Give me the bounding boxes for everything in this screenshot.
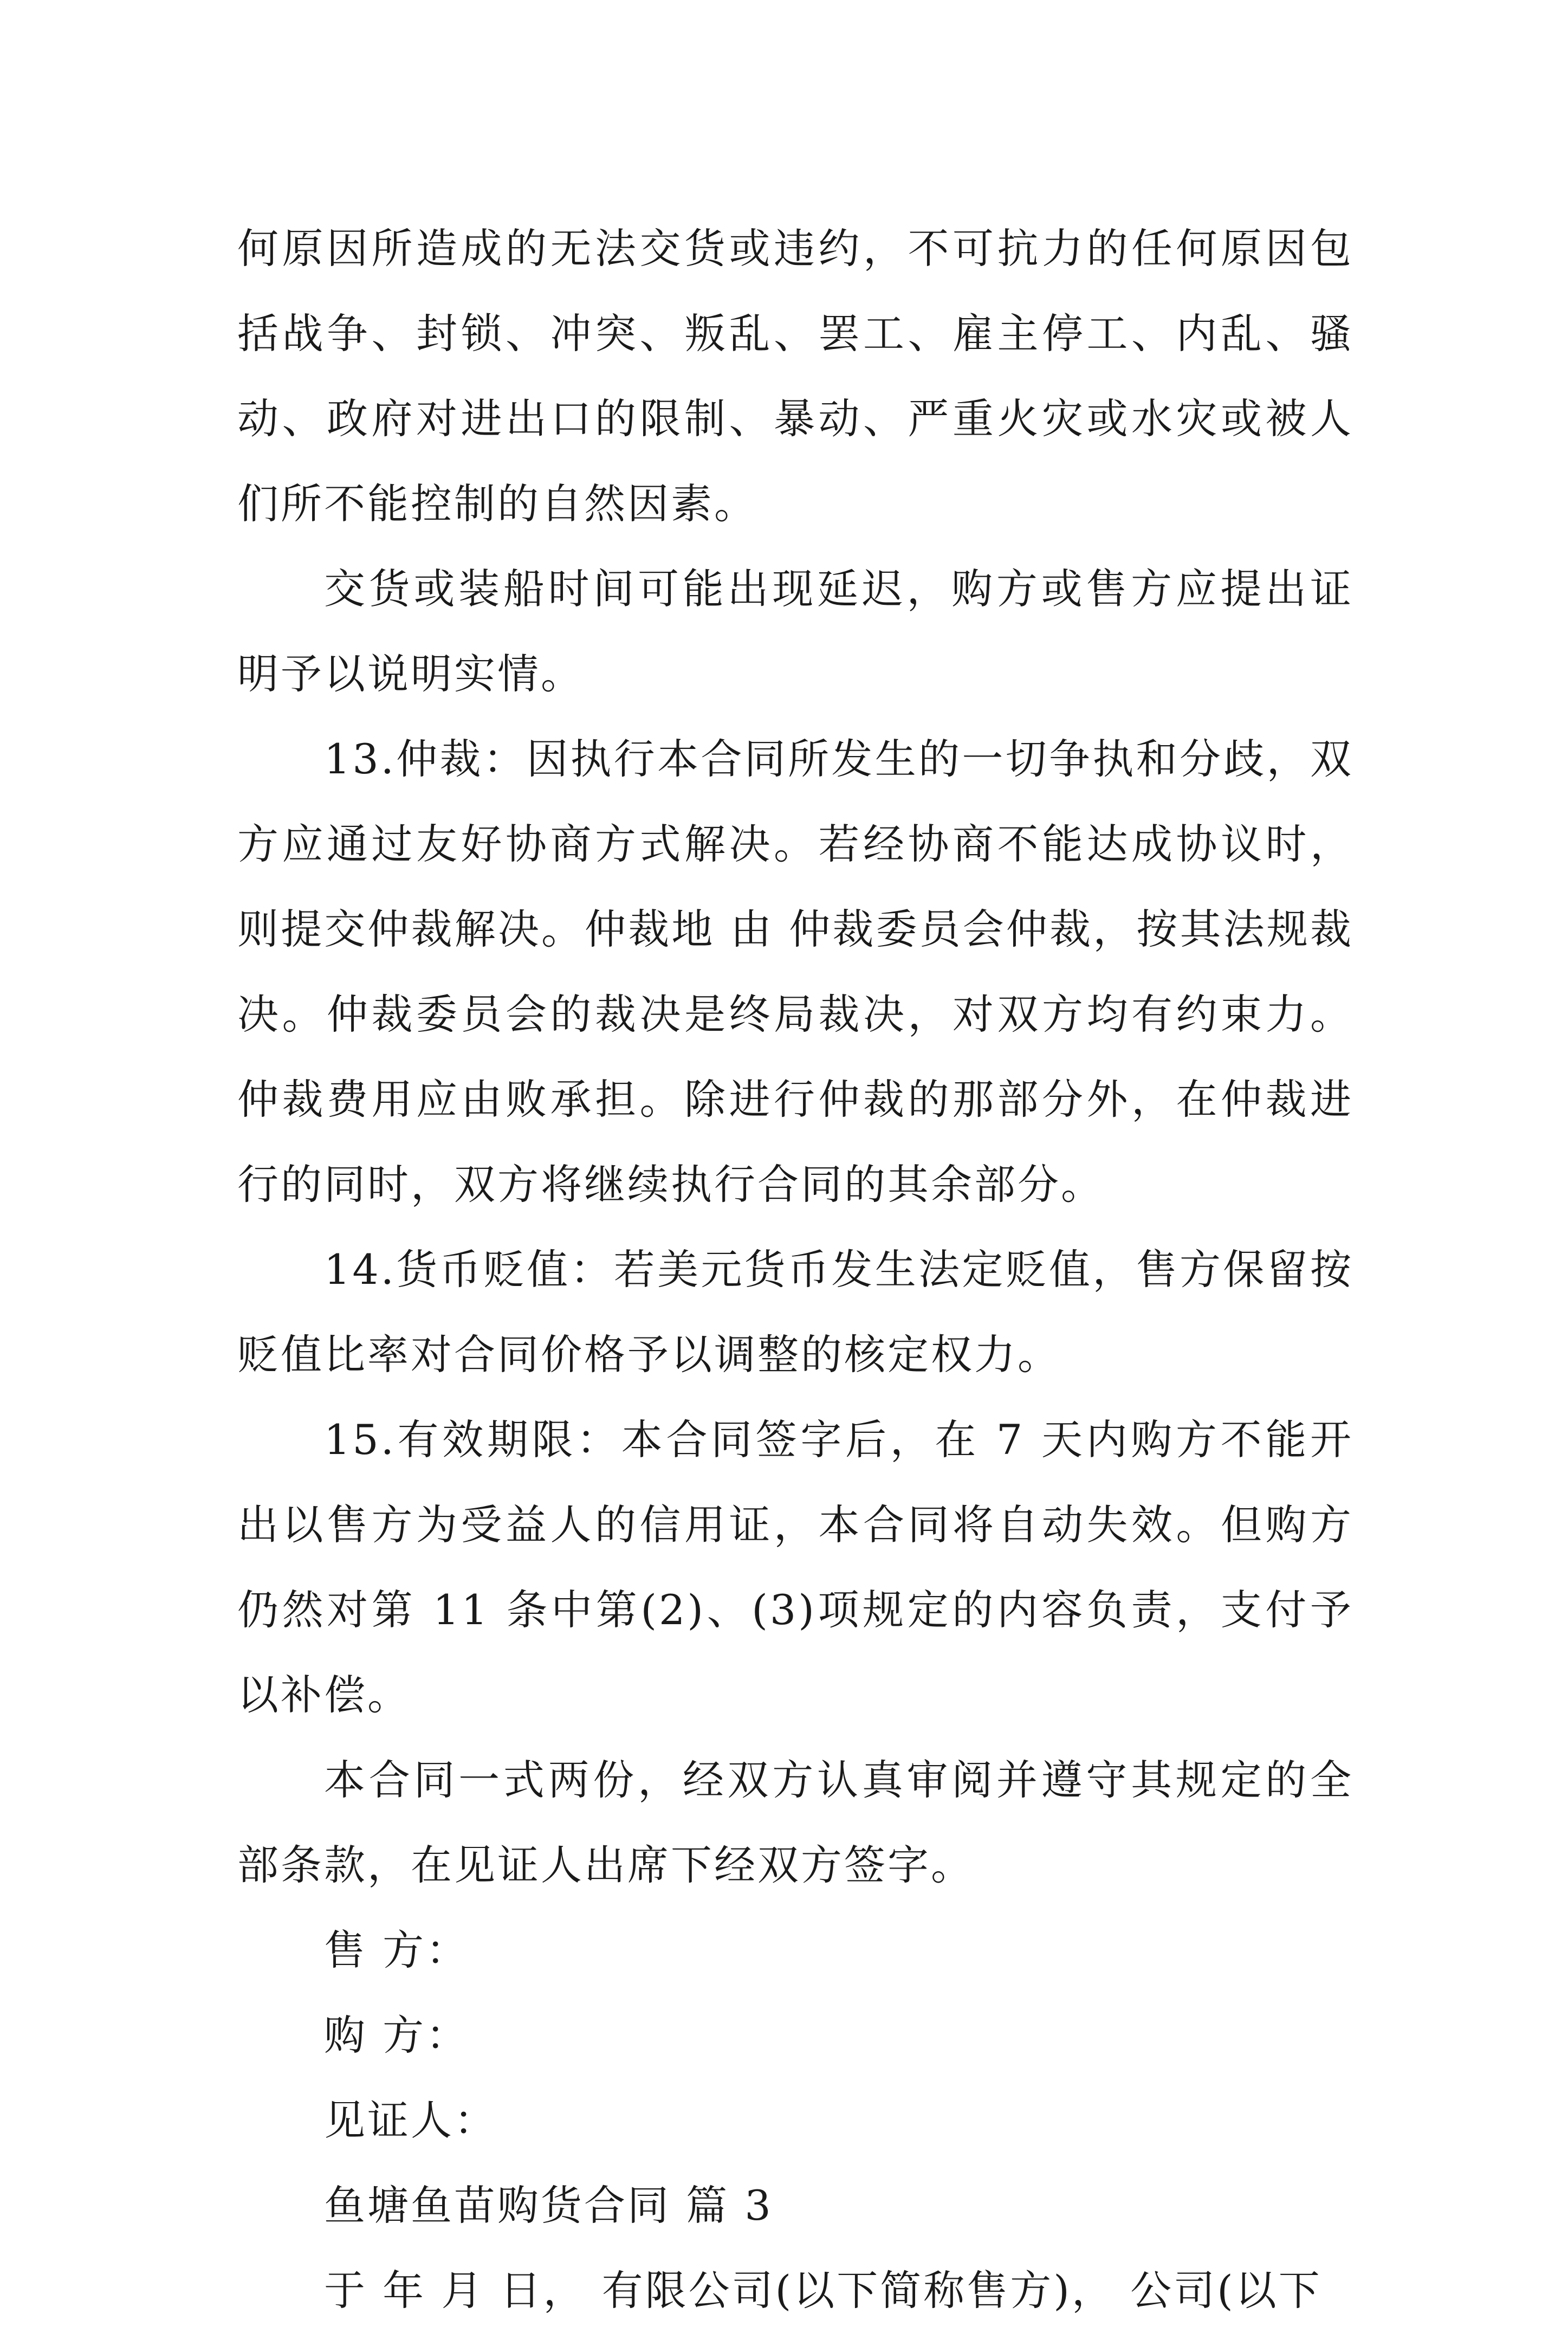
paragraph-copies: 本合同一式两份，经双方认真审阅并遵守其规定的全部条款，在见证人出席下经双方签字。 [237,1756,1353,1889]
paragraph-arbitration: 13.仲裁：因执行本合同所发生的一切争执和分歧，双方应通过友好协商方式解决。若经协商不能达成协议时，则提交仲裁解决。仲裁地 由 仲裁委员会仲裁，按其法规裁决。仲裁委员会的裁决是终局裁决，对双方均有约束力。仲裁费用应由败承担。除进行仲裁的那部分外，在仲裁进行的同时，双方将继续执行合同的其余部分。 [237,735,1353,1208]
document-body [237,206,1353,2333]
signature-buyer: 购 方： [324,2011,470,2059]
signature-witness: 见证人： [324,2096,497,2144]
signature-seller: 售 方： [324,1926,470,1974]
paragraph-delivery-delay: 交货或装船时间可能出现延迟，购方或售方应提出证明予以说明实情。 [237,565,1353,698]
contract-opening-line: 于 年 月 日， 有限公司(以下简称售方)， 公司(以下 [324,2266,1322,2315]
paragraph-force-majeure: 何原因所造成的无法交货或违约，不可抗力的任何原因包括战争、封锁、冲突、叛乱、罢工、雇主停工、内乱、骚动、政府对进出口的限制、暴动、严重火灾或水灾或被人们所不能控制的自然因素。 [237,224,1353,528]
section-heading: 鱼塘鱼苗购货合同 篇 3 [324,2181,773,2229]
paragraph-currency-devaluation: 14.货币贬值：若美元货币发生法定贬值，售方保留按贬值比率对合同价格予以调整的核定权力。 [237,1245,1353,1379]
paragraph-validity-period: 15.有效期限：本合同签字后，在 7 天内购方不能开出以售方为受益人的信用证，本合同将自动失效。但购方仍然对第 11 条中第(2)、(3)项规定的内容负责，支付予以补偿。 [237,1416,1353,1719]
